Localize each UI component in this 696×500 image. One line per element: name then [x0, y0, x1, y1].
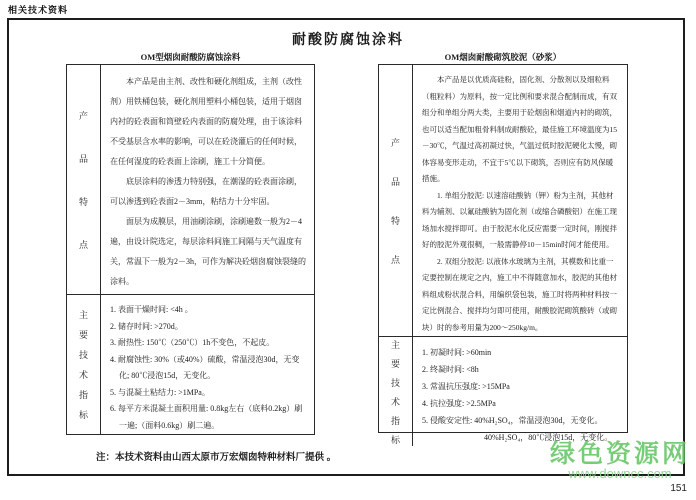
label-char: 技 [390, 377, 400, 388]
left-spec-row [67, 295, 314, 434]
spec-item: 3. 耐热性: 150℃（250℃）1h不变色，不起皮。 [110, 338, 275, 347]
label-char: 特 [390, 215, 400, 226]
spec-item: 1. 表面干燥时间: <4h 。 [110, 305, 193, 314]
label-char: 标 [78, 410, 88, 420]
watermark [550, 441, 690, 481]
left-feature-label [67, 65, 101, 294]
label-char: 点 [78, 239, 88, 250]
right-feature-content [413, 65, 627, 336]
source-note: 注：本技术资料由山西太原市万宏烟囱特种材料厂提供 。 [96, 452, 337, 463]
spec-item: 3. 常温抗压强度: >15MPa [422, 382, 510, 391]
right-feature-label [379, 65, 413, 336]
label-char: 主 [78, 310, 88, 320]
spec-item: 2. 储存时间: >270d。 [110, 321, 183, 331]
right-spec-row [379, 337, 627, 446]
label-char: 要 [78, 330, 88, 340]
right-spec-content [413, 337, 627, 446]
label-char: 术 [390, 396, 400, 407]
right-feature-row [379, 65, 627, 337]
left-table [66, 64, 315, 435]
label-char: 产 [78, 110, 88, 121]
spec-item: 4. 耐腐蚀性: 30%（或40%）硫酸，常温浸泡30d，无变化; 80℃浸泡15d，无变化。 [110, 354, 300, 380]
spec-item: 5. 与混凝土粘结力: >1MPa。 [110, 387, 210, 397]
label-char: 点 [390, 254, 400, 265]
spec-item: 2. 终凝时间: <8h [422, 365, 479, 374]
label-char: 指 [78, 390, 88, 400]
label-char: 术 [78, 370, 88, 380]
feature-paragraph: 本产品是以优质高硅粉，固化剂、分散剂以及细粒料（粗粒料）为原料，按一定比例和要求混合配制而成，有双组分和单组分两大类，主要用于砼烟囱和烟道内衬的砌筑，也可以适当配加粗骨料制成耐酸砼，最佳施工环境温度为15－30℃，气温过高初凝过快，气温过低时胶泥硬化太慢，砌体容易变形走动，不宜于5℃以下砌筑，否则应有防风保暖措施。 [422, 75, 617, 183]
feature-paragraph: 1. 单组分胶泥: 以速溶硅酸钠（钾）粉为主剂，其他材料为辅剂、以氟硅酸钠为固化剂（或缩合磷酸铝）在施工现场加水搅拌即可。由于胶泥水化反应需要一定时间，刚搅拌好的胶泥外观很稠，一般需静停10－15min时间才能使用。 [422, 190, 617, 249]
label-char: 特 [78, 196, 88, 207]
label-char: 品 [390, 176, 400, 187]
page-title: 耐酸防腐蚀涂料 [292, 31, 404, 47]
spec-item-continuation: 40%H₂SO₄，80℃浸泡15d，无变化。 [484, 433, 613, 442]
left-table-caption: OM型烟囱耐酸防腐蚀涂料 [140, 52, 241, 62]
spec-item: 4. 抗拉强度: >2.5MPa [422, 399, 496, 408]
left-feature-content [101, 65, 314, 294]
watermark-site-name: 绿色资源网 [549, 440, 690, 468]
label-char: 指 [390, 415, 400, 426]
corner-label: 相关技术资料 [8, 5, 69, 15]
feature-paragraph: 本产品是由主剂、改性和硬化剂组成，主剂（改性剂）用铁桶包装，硬化剂用塑料小桶包装，适用于烟囱内衬的砼表面和筒壁砼内表面的防腐处理，由于该涂料不受基层含水率的影响，可以在砼浇灌后的任何时候，在任何湿度的砼表面上涂刷，施工十分简便。 [110, 77, 302, 166]
feature-paragraph: 底层涂料的渗透力特别强，在潮湿的砼表面涂刷，可以渗透到砼表面2－3mm，粘结力十分牢固。 [110, 177, 302, 206]
label-char: 标 [390, 434, 400, 445]
spec-item: 5. 侵酸安定性: 40%H₂SO₄，常温浸泡30d，无变化。 [422, 416, 603, 425]
label-char: 要 [390, 358, 400, 369]
label-char: 品 [78, 153, 88, 164]
label-char: 技 [78, 350, 88, 360]
left-spec-label [67, 295, 101, 434]
spec-item: 6. 每平方米混凝土面积用量: 0.8kg左右（底料0.2kg）刷一遍;（面料0.6kg）刷二遍。 [110, 404, 303, 430]
left-spec-content [101, 295, 314, 434]
watermark-site-url[interactable]: www.downcc.com [568, 466, 672, 481]
spec-item: 1. 初凝时间: >60min [422, 348, 492, 357]
right-table-caption: OM烟囱耐酸砌筑胶泥（砂浆） [444, 52, 562, 62]
page-number: 151 [670, 483, 687, 494]
right-table [378, 64, 628, 445]
right-spec-label [379, 337, 413, 446]
label-char: 产 [390, 137, 400, 148]
left-feature-row [67, 65, 314, 295]
feature-paragraph: 2. 双组分胶泥: 以液体水玻璃为主剂，其模数和比重一定要控制在规定之内，施工中不得随意加水，胶泥的其他材料组成粉状混合料，用编织袋包装，施工时将两种材料按一定比例混合、搅拌均匀即可使用，耐酸胶泥砌筑酸砖（或砌块）时的参考用量为200～250kg/m。 [422, 256, 617, 332]
feature-paragraph: 面层为成膜层，用油刷涂刷，涂刷遍数一般为2－4遍，由设计院选定，每层涂料间施工间隔与天气温度有关，常温下一般为2－3h，可作为解决砼烟囱腐蚀裂缝的涂料。 [110, 217, 306, 286]
label-char: 主 [390, 339, 400, 350]
